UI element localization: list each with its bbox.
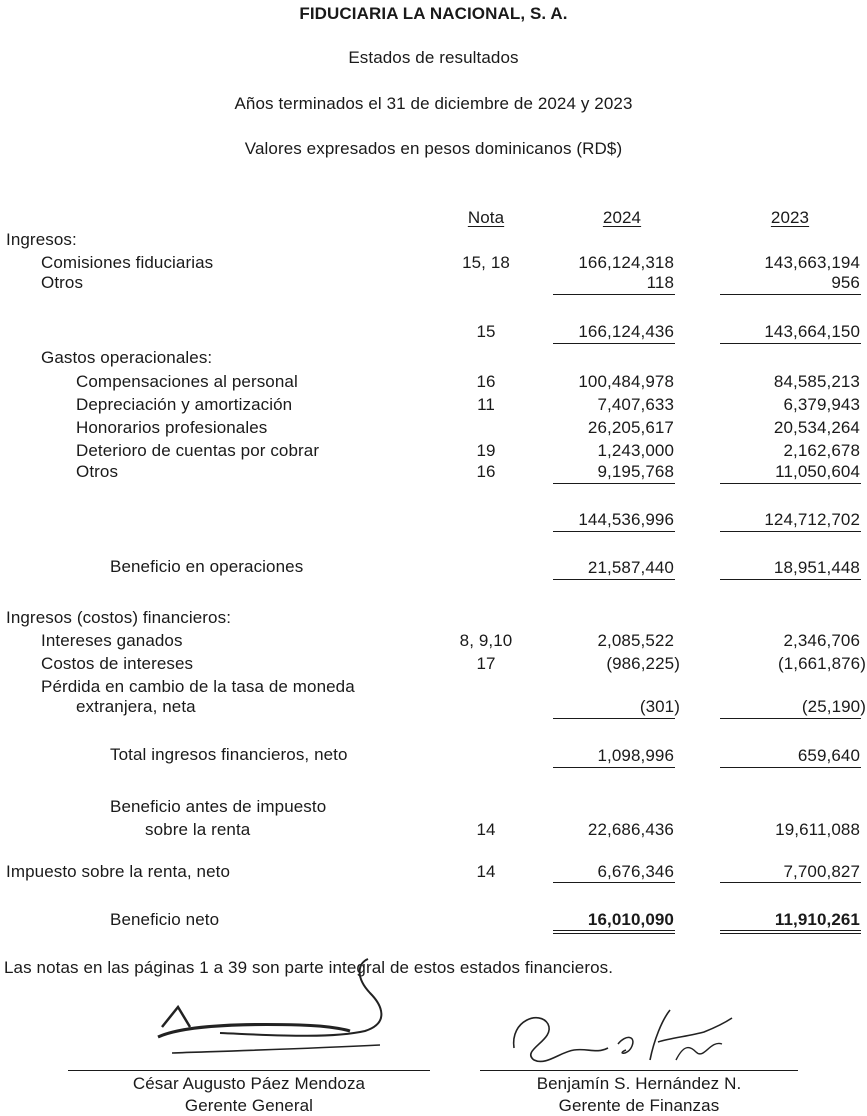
column-header-nota: Nota <box>467 208 505 227</box>
row-nota: 19 <box>476 441 496 460</box>
row-value-2024: 166,124,436 <box>578 322 674 341</box>
subtotal-rule <box>553 531 675 532</box>
signature-benjamin <box>500 1000 740 1080</box>
row-label: extranjera, neta <box>76 697 196 716</box>
statement-period: Años terminados el 31 de diciembre de 2024 y 2023 <box>234 94 633 113</box>
row-label: Otros <box>76 462 119 481</box>
row-nota: 11 <box>477 395 495 414</box>
row-nota: 8, 9,10 <box>459 631 513 650</box>
row-label: Compensaciones al personal <box>76 372 298 391</box>
row-value-2024: 166,124,318 <box>578 253 674 272</box>
subtotal-rule <box>553 483 675 484</box>
signatory-name: César Augusto Páez Mendoza <box>132 1074 366 1093</box>
row-label: Beneficio neto <box>110 910 220 929</box>
subtotal-rule <box>553 767 675 768</box>
row-label: Depreciación y amortización <box>76 395 293 414</box>
subtotal-rule <box>720 718 861 719</box>
row-label: Beneficio antes de impuesto <box>110 797 327 816</box>
row-value-2024: 6,676,346 <box>597 862 674 881</box>
row-value-2024: 22,686,436 <box>587 820 674 839</box>
row-value-2024: 2,085,522 <box>597 631 674 650</box>
row-value-2023: 7,700,827 <box>783 862 860 881</box>
row-nota: 16 <box>476 372 496 391</box>
subtotal-rule <box>720 343 861 344</box>
row-value-2023: 84,585,213 <box>773 372 860 391</box>
total-double-rule <box>553 930 675 934</box>
row-value-2024: 1,243,000 <box>597 441 674 460</box>
row-label: Ingresos: <box>6 230 77 249</box>
subtotal-rule <box>720 483 861 484</box>
row-nota: 15 <box>476 322 496 341</box>
row-value-2023: 956 <box>831 273 860 292</box>
signatory-title: Gerente General <box>184 1096 314 1115</box>
row-label: Gastos operacionales: <box>41 348 213 367</box>
row-value-2024: 7,407,633 <box>597 395 674 414</box>
row-value-2023: 143,664,150 <box>764 322 860 341</box>
subtotal-rule <box>720 579 861 580</box>
row-value-2024: 144,536,996 <box>578 510 674 529</box>
row-value-2023: 2,346,706 <box>783 631 860 650</box>
row-value-2023: 6,379,943 <box>783 395 860 414</box>
subtotal-rule <box>720 294 861 295</box>
subtotal-rule <box>720 531 861 532</box>
row-nota: 16 <box>476 462 496 481</box>
signatory-name: Benjamín S. Hernández N. <box>536 1074 742 1093</box>
row-label: Pérdida en cambio de la tasa de moneda <box>41 677 355 696</box>
row-value-2024: 21,587,440 <box>587 558 674 577</box>
row-value-2023: (1,661,876) <box>777 654 866 673</box>
row-value-2023: (25,190) <box>801 697 866 716</box>
row-label: Costos de intereses <box>41 654 194 673</box>
column-header-2024: 2024 <box>602 208 642 227</box>
signature-line-left <box>68 1070 430 1071</box>
row-value-2023: 143,663,194 <box>764 253 860 272</box>
row-label: Impuesto sobre la renta, neto <box>6 862 231 881</box>
subtotal-rule <box>553 294 675 295</box>
row-label: sobre la renta <box>145 820 251 839</box>
row-label: Beneficio en operaciones <box>110 557 304 576</box>
row-value-2024: 9,195,768 <box>597 462 674 481</box>
subtotal-rule <box>720 767 861 768</box>
row-value-2023: 19,611,088 <box>775 820 860 839</box>
currency-note: Valores expresados en pesos dominicanos (RD$) <box>244 139 623 158</box>
row-value-2024: 1,098,996 <box>597 746 674 765</box>
row-label: Intereses ganados <box>41 631 183 650</box>
row-value-2023: 20,534,264 <box>773 418 860 437</box>
signatory-title: Gerente de Finanzas <box>558 1096 720 1115</box>
row-label: Otros <box>41 273 84 292</box>
signature-cesar <box>150 945 390 1060</box>
subtotal-rule <box>553 882 675 883</box>
company-name: FIDUCIARIA LA NACIONAL, S. A. <box>299 4 568 23</box>
row-value-2023: 124,712,702 <box>764 510 860 529</box>
row-nota: 15, 18 <box>462 253 510 272</box>
subtotal-rule <box>720 882 861 883</box>
column-header-2023: 2023 <box>770 208 810 227</box>
row-nota: 17 <box>476 654 496 673</box>
row-value-2024: (301) <box>639 697 680 716</box>
subtotal-rule <box>553 718 675 719</box>
row-nota: 14 <box>476 862 496 881</box>
row-value-2023: 11,910,261 <box>774 910 860 929</box>
row-label: Honorarios profesionales <box>76 418 268 437</box>
row-label: Ingresos (costos) financieros: <box>6 608 232 627</box>
row-nota: 14 <box>476 820 496 839</box>
row-value-2024: 16,010,090 <box>587 910 674 929</box>
statement-title: Estados de resultados <box>348 48 519 67</box>
row-value-2023: 11,050,604 <box>775 462 860 481</box>
row-value-2024: 26,205,617 <box>587 418 674 437</box>
footnote: Las notas en las páginas 1 a 39 son parte integral de estos estados financieros. <box>4 958 614 977</box>
row-label: Total ingresos financieros, neto <box>110 745 348 764</box>
row-value-2024: 100,484,978 <box>578 372 674 391</box>
subtotal-rule <box>553 579 675 580</box>
subtotal-rule <box>553 343 675 344</box>
row-value-2023: 659,640 <box>797 746 860 765</box>
row-value-2023: 2,162,678 <box>783 441 860 460</box>
row-value-2024: (986,225) <box>606 654 680 673</box>
row-value-2023: 18,951,448 <box>773 558 860 577</box>
row-label: Comisiones fiduciarias <box>41 253 214 272</box>
total-double-rule <box>720 930 861 934</box>
signature-line-right <box>480 1070 798 1071</box>
row-value-2024: 118 <box>646 273 674 292</box>
row-label: Deterioro de cuentas por cobrar <box>76 441 320 460</box>
